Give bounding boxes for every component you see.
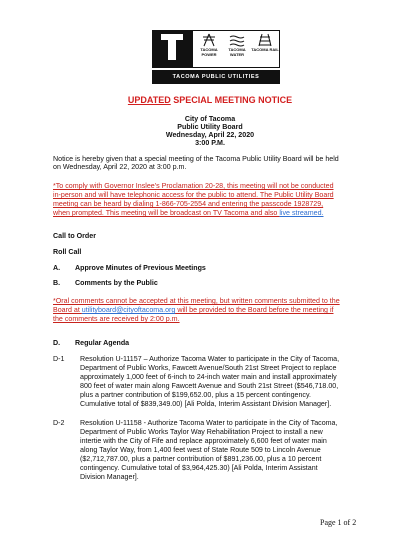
heading-time: 3:00 P.M. [195, 139, 225, 147]
section-d-letter: D. [53, 339, 61, 347]
section-b-letter: B. [53, 279, 61, 287]
title-rest: SPECIAL MEETING NOTICE [170, 95, 293, 105]
roll-call: Roll Call [53, 248, 82, 256]
section-d-title: Regular Agenda [75, 339, 130, 347]
covid-line: when prompted. This meeting will be broadcast on TV Tacoma and also live streamed. [53, 209, 324, 217]
water-waves-icon [229, 33, 245, 47]
notice-line: Notice is hereby given that a special meeting of the Tacoma Public Utility Board will be held [53, 155, 339, 163]
d2-line: Resolution U-11158 - Authorize Tacoma Water to participate in the City of Tacoma, [80, 419, 338, 427]
heading-board: Public Utility Board [177, 123, 243, 131]
d1-line: Cumulative total of $839,349.00) [Ali Polda, Interim Assistant Division Manager]. [80, 400, 332, 408]
d1-line: Resolution U-11157 – Authorize Tacoma Water to participate in the City of Tacoma, [80, 355, 340, 363]
d2-line: intertie with the City of Fife and replace approximately 6,600 feet of water main [80, 437, 327, 445]
logo-unit-rail: TACOMA RAIL [251, 33, 279, 67]
logo-units-box [192, 30, 280, 68]
d1-line: plus a partner contribution of $199,652.00, plus a 15 percent contingency. [80, 391, 311, 399]
power-tower-icon [201, 33, 217, 47]
rail-tracks-icon [257, 33, 273, 47]
utility-board-email-link[interactable]: utilityboard@cityoftacoma.org [81, 306, 176, 314]
logo-unit-power: TACOMA POWER [195, 33, 223, 67]
d1-line: approximately 1,000 feet of 6-inch to 24-inch water main and install approximately [80, 373, 337, 381]
notice-line: on Wednesday, April 22, 2020 at 3:00 p.m. [53, 163, 187, 171]
section-b-title: Comments by the Public [75, 279, 158, 287]
page-title [0, 95, 420, 106]
covid-line: in-person and will have telephonic access for the public to attend. The Public Utility Board [53, 191, 334, 199]
oral-line: *Oral comments cannot be accepted at this meeting, but written comments submitted to the [53, 297, 340, 305]
call-to-order: Call to Order [53, 232, 96, 240]
d2-line: Department of Public Works Taylor Way Rehabilitation Project to install a new [80, 428, 323, 436]
d1-line: Department of Public Works, Fawcett Avenue/South 21st Street Project to replace [80, 364, 337, 372]
d2-line: Division Manager]. [80, 473, 139, 481]
page-number: Page 1 of 2 [320, 518, 357, 527]
title-updated: UPDATED [127, 95, 171, 105]
d1-number: D-1 [53, 355, 65, 363]
t-glyph-icon [160, 33, 184, 61]
heading-city: City of Tacoma [184, 115, 236, 123]
d2-line: along Taylor Way, from 1,400 feet west of State Route 509 to Lincoln Avenue [80, 446, 321, 454]
d2-line: ($2,712,787.00, plus a partner contribution of $891,236.00, plus a 10 percent [80, 455, 322, 463]
d2-number: D-2 [53, 419, 65, 427]
logo-banner: TACOMA PUBLIC UTILITIES [152, 70, 280, 84]
tacoma-public-utilities-logo [152, 30, 280, 86]
d1-line: 800 feet of water main along Fawcett Avenue and South 21st Street ($546,718.00, [80, 382, 339, 390]
covid-line: meeting can be heard by dialing 1-866-705-2554 and entering the passcode 1928729, [53, 200, 324, 208]
live-streamed-link[interactable]: live streamed. [279, 209, 324, 217]
oral-line: Board at utilityboard@cityoftacoma.org will be provided to the Board before the meeting if [53, 306, 334, 314]
heading-date: Wednesday, April 22, 2020 [165, 131, 255, 139]
d2-line: contingency. Cumulative total of $3,964,425.30) [Ali Polda, Interim Assistant [80, 464, 318, 472]
logo-t-mark [152, 30, 192, 68]
section-a-title: Approve Minutes of Previous Meetings [75, 264, 206, 272]
covid-line: *To comply with Governor Inslee's Proclamation 20-28, this meeting will not be conducted [53, 182, 334, 190]
logo-unit-water: TACOMA WATER [223, 33, 251, 67]
section-a-letter: A. [53, 264, 61, 272]
oral-line: the comments are received by 2:00 p.m. [53, 315, 180, 323]
